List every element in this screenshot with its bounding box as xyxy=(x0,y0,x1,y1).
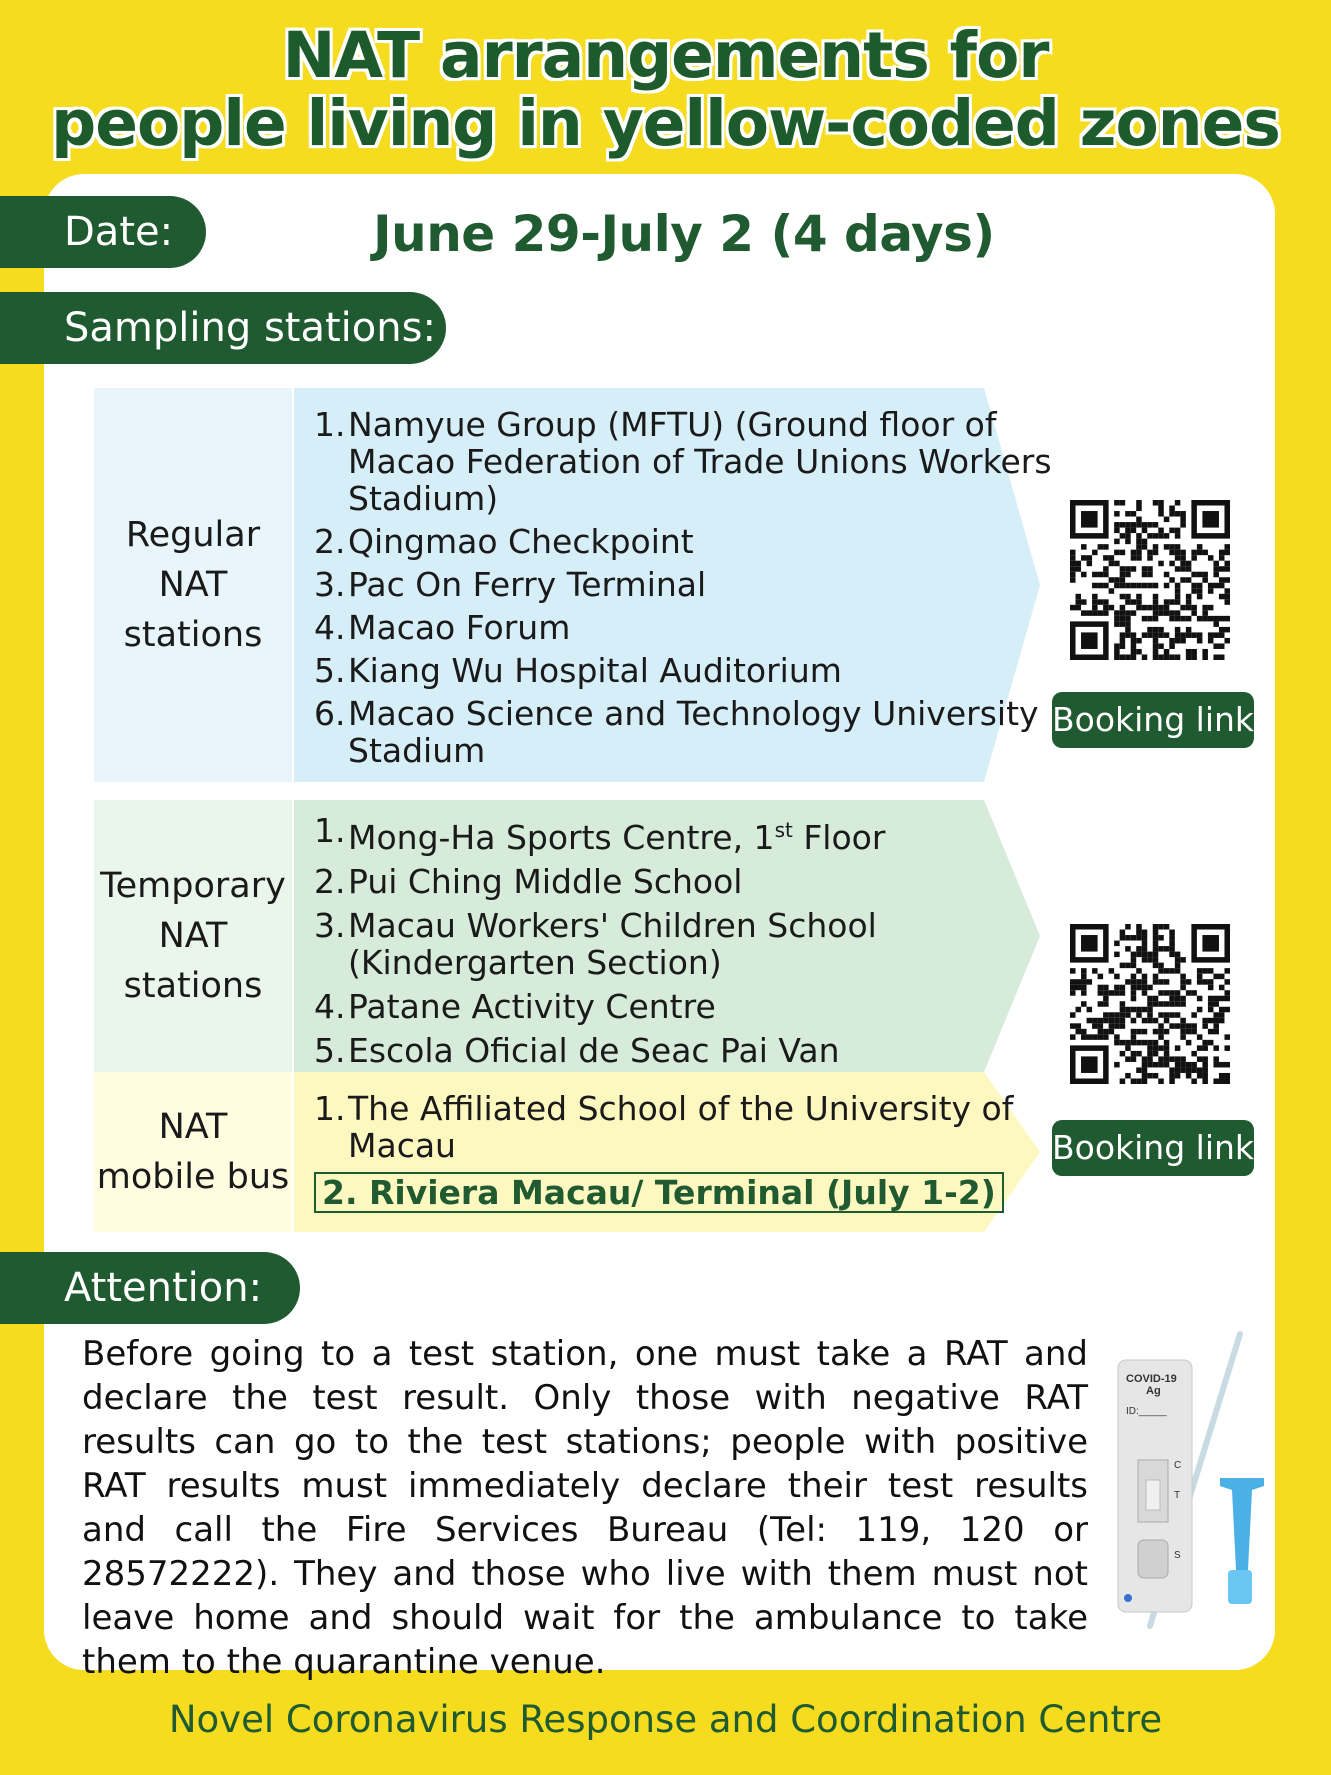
rat-t: T xyxy=(1174,1490,1181,1501)
list-item: 5. Escola Oficial de Seac Pai Van xyxy=(314,1031,840,1070)
mobile-bus-list xyxy=(314,1090,1114,1213)
list-item: 1. Namyue Group (MFTU) (Ground floor of Macao Federation of Trade Unions Workers Stadium) xyxy=(314,405,1052,518)
sampling-stations-label: Sampling stations: xyxy=(0,292,446,364)
title-line-2: people living in yellow-coded zones xyxy=(51,87,1280,160)
rat-id: ID:_____ xyxy=(1126,1406,1167,1417)
qr-code-icon[interactable] xyxy=(1070,924,1230,1084)
list-item: 4. Macao Forum xyxy=(314,608,571,647)
label-line: Regular xyxy=(125,515,261,555)
temporary-stations-list xyxy=(314,812,1114,1069)
title-line-1: NAT arrangements for xyxy=(282,19,1049,92)
temporary-stations-group xyxy=(94,800,1040,1072)
attention-text: Before going to a test station, one must take a RAT and declare the test result. Only those with negative RAT results can go to the test stations; people with positive RAT results must immediately declare their test results and call the Fire Services Bureau (Tel: 119, 120 or 28572222). They and those who live with them must not leave home and should wait for the ambulance to take them to the quarantine venue. xyxy=(82,1334,1088,1682)
page-title xyxy=(0,19,1331,160)
regular-stations-list xyxy=(314,406,1114,769)
label-line: NAT xyxy=(158,916,228,956)
booking-link-button[interactable]: Booking link xyxy=(1052,692,1254,748)
label-line: stations xyxy=(123,966,263,1006)
list-item: 2. Pui Ching Middle School xyxy=(314,862,743,901)
list-item: 5. Kiang Wu Hospital Auditorium xyxy=(314,651,842,690)
label-line: mobile bus xyxy=(96,1157,290,1197)
date-value: June 29-July 2 (4 days) xyxy=(373,205,995,263)
list-item: 1. The Affiliated School of the University of Macau xyxy=(314,1089,1014,1165)
label-line: NAT xyxy=(158,565,228,605)
label-line: Temporary xyxy=(100,866,286,906)
mobile-bus-group xyxy=(94,1072,1040,1232)
list-item-highlighted: 2. Riviera Macau/ Terminal (July 1-2) xyxy=(314,1172,1114,1213)
label-line: NAT xyxy=(158,1107,228,1147)
date-label: Date: xyxy=(0,196,206,268)
regular-stations-group xyxy=(94,388,1052,782)
regular-stations-label xyxy=(94,388,292,782)
list-item: 6. Macao Science and Technology University Stadium xyxy=(314,694,1039,770)
rat-sub: Ag xyxy=(1146,1385,1161,1397)
list-item: 2. Qingmao Checkpoint xyxy=(314,522,694,561)
rat-c: C xyxy=(1174,1460,1182,1471)
rat-test-kit-icon xyxy=(1116,1330,1266,1630)
rat-brand: COVID-19 xyxy=(1126,1373,1177,1385)
mobile-bus-label xyxy=(94,1072,292,1232)
booking-link-button[interactable]: Booking link xyxy=(1052,1120,1254,1176)
list-item: 1. Mong-Ha Sports Centre, 1st Floor xyxy=(314,811,886,857)
qr-code-icon[interactable] xyxy=(1070,500,1230,660)
list-item: 3. Pac On Ferry Terminal xyxy=(314,565,707,604)
list-item: 3. Macau Workers' Children School (Kindergarten Section) xyxy=(314,906,877,982)
attention-label: Attention: xyxy=(0,1252,300,1324)
temporary-stations-label xyxy=(94,800,292,1072)
label-line: stations xyxy=(123,615,263,655)
list-item: 4. Patane Activity Centre xyxy=(314,987,716,1026)
rat-s: S xyxy=(1174,1550,1181,1561)
footer-organization: Novel Coronavirus Response and Coordination Centre xyxy=(168,1698,1163,1741)
